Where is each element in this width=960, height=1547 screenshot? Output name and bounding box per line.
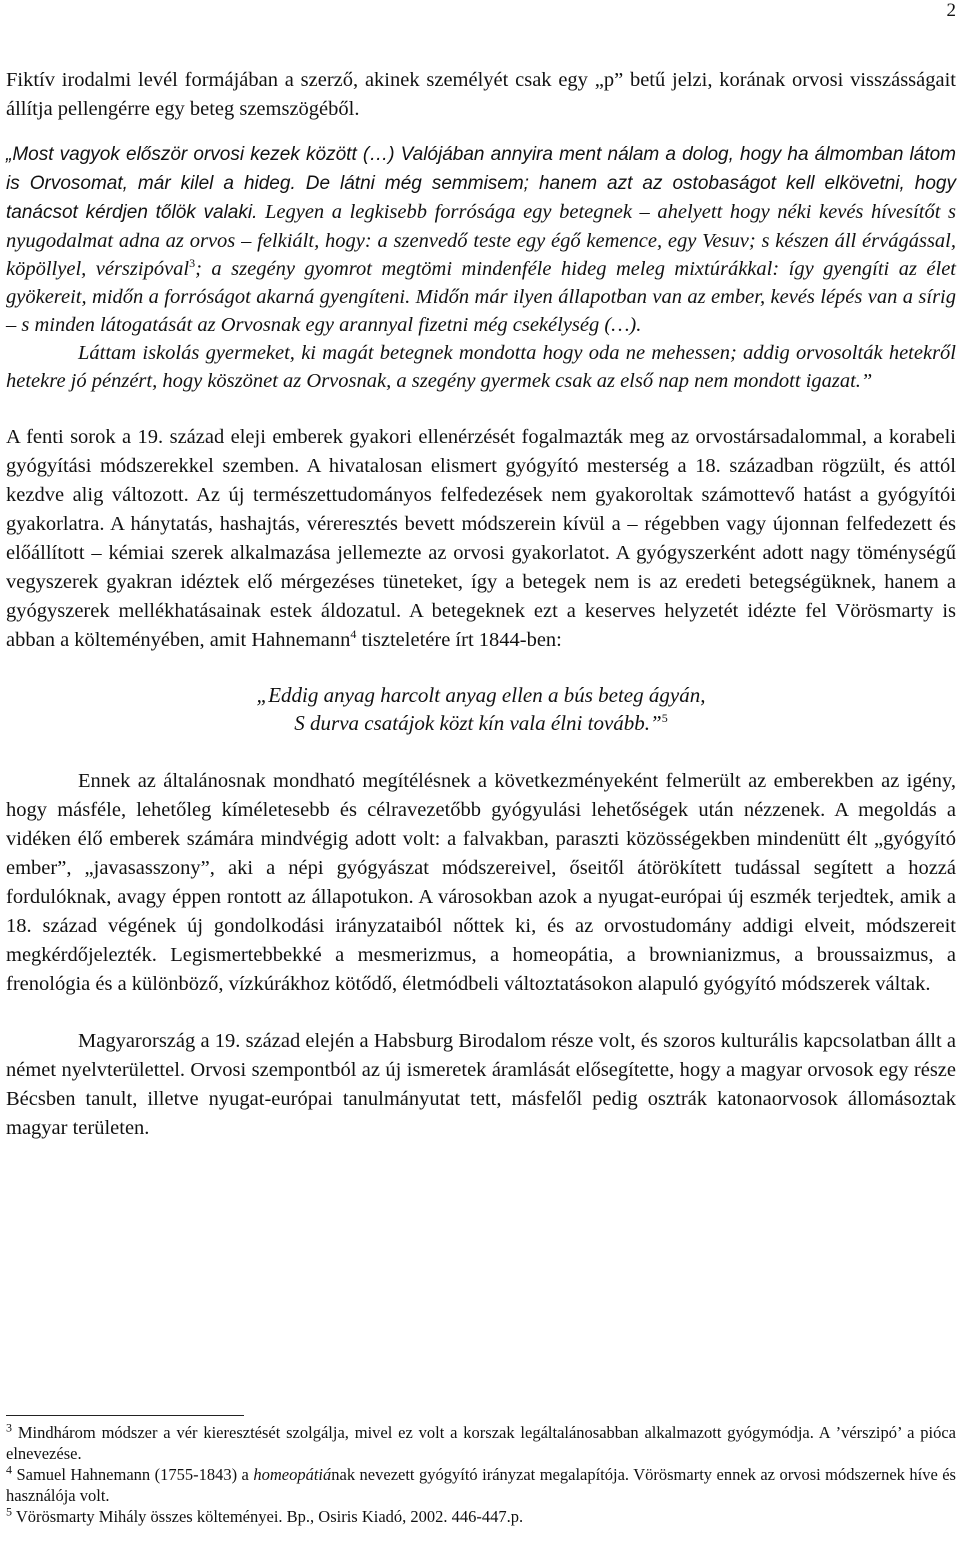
footnote-4: [6, 1464, 956, 1506]
footnote-5-number: 5: [6, 1504, 12, 1519]
footnote-3-text: Mindhárom módszer a vér kieresztését szolgálja, mivel ez volt a korszak legáltalánosabban alkalmazott gyógymódja. A ’vérszipó’ a pióca elnevezése.: [6, 1423, 956, 1463]
footnote-ref-5[interactable]: 5: [661, 711, 668, 725]
paragraph-1: [6, 423, 956, 655]
quote-part-1: „Most vagyok először orvosi kezek között (…) Valójában annyira ment nálam a dolog, hogy ha álmomban látom is Orvosomat, már kilel a hideg. De látni még semmisem; hanem azt az ostobaságot kell elkövetni, hogy tanácsot kérdjen tőlök valaki.: [6, 144, 956, 223]
page-number: 2: [946, 0, 956, 21]
footnote-3: [6, 1422, 956, 1464]
footnote-3-number: 3: [6, 1420, 12, 1435]
footnote-ref-4[interactable]: 4: [350, 627, 357, 642]
footnote-4-italic: homeopátiá: [253, 1465, 332, 1484]
footnote-4-number: 4: [6, 1462, 12, 1477]
footnote-4-pre: Samuel Hahnemann (1755-1843) a: [12, 1465, 254, 1484]
main-text: [6, 66, 956, 1143]
quote-part-2: Legyen a legkisebb forrósága egy betegnek – ahelyett hogy néki kevés hívesítőt s nyugodalmat adna az orvos – felkiált, hogy: a szenvedő teste egy égő kemence, egy Vesuv; s készen áll érvágással, köpöllyel, vérszipóval: [6, 201, 957, 280]
poem-line-1: „Eddig anyag harcolt anyag ellen a bús beteg ágyán,: [256, 683, 706, 707]
footnote-4-post: nak nevezett gyógyító irányzat megalapítója. Vörösmarty ennek az orvosi módszernek híve és használója volt.: [6, 1465, 956, 1505]
poem-line-2: S durva csatájok közt kín vala élni tovább.”: [294, 711, 662, 735]
intro-paragraph: Fiktív irodalmi levél formájában a szerző, akinek személyét csak egy „p” betű jelzi, korának orvosi visszásságait állítja pellengérre egy beteg szemszögéből.: [6, 69, 956, 120]
footnote-5: [6, 1506, 956, 1527]
footnotes: [6, 1422, 956, 1527]
poem-line-2-wrap: [6, 709, 956, 737]
quoted-letter: [6, 140, 956, 395]
paragraph-1-text: A fenti sorok a 19. század eleji emberek gyakori ellenérzését fogalmazták meg az orvostársadalommal, a korabeli gyógyítási módszerekkel szemben. A hivatalosan elismert gyógyító mesterség a 18. században rögzült, és attól kezdve alig változott. Az új természettudományos felfedezések nem gyakoroltak számottevő hatást a gyógyítói gyakorlatra. A hánytatás, hashajtás, véreresztés bevett módszerein kívül a – régebben vagy újonnan felfedezett és előállított – kémiai szerek alkalmazása jellemezte az orvosi gyakorlatot. A gyógyszerként adott nagy töménységű vegyszerek gyakran idéztek elő mérgezéses tüneteket, így a betegek nem is az eredeti betegségüknek, hanem a gyógyszerek mellékhatásainak estek áldozatul. A betegeknek ezt a keserves helyzetét idézte fel Vörösmarty is abban a költeményében, amit Hahnemann: [6, 426, 956, 651]
spacer: [6, 999, 956, 1027]
quote-part-3: ; a szegény gyomrot megtömi mindenféle hideg meleg mixtúrákkal: így gyengíti az élet gyökereit, midőn a forróságot akarná gyengíteni. Midőn már ilyen állapotban van az ember, kevés lépés van a sírig – s minden látogatását az Orvosnak egy arannyal fizetni még csekélység (…).: [6, 258, 956, 336]
spacer: [6, 395, 956, 423]
paragraph-1-end: tiszteletére írt 1844-ben:: [356, 629, 562, 651]
quote-paragraph: [6, 140, 956, 339]
footnote-separator: [6, 1415, 244, 1416]
paragraph-2: Ennek az általánosnak mondható megítélésnek a következményeként felmerült az emberekben az igény, hogy másféle, lehetőleg kíméletesebb és célravezetőbb gyógyulási lehetőségek után nézzenek. A megoldás a vidéken élő emberek számára mindvégig adott volt: a falvakban, paraszti közösségekben mindenütt élt „gyógyító ember”, „javasasszony”, aki a népi gyógyászat módszereivel, őseitől átörökített tudással segített a hozzá fordulóknak, avagy éppen rontott az állapotukon. A városokban azok a nyugat-európai új eszmék terjedtek, amik a 18. század végének új gondolkodási irányzataiból nőttek ki, és az orvostudomány addigi elveit, módszereit megkérdőjelezték. Legismertebbekké a mesmerizmus, a homeopátia, a brownianizmus, a broussaizmus, a frenológia és a különböző, vízkúrákhoz kötődő, életmódbeli változtatásokon alapuló gyógyító módszerek váltak.: [6, 770, 956, 995]
paragraph-3: Magyarország a 19. század elején a Habsburg Birodalom része volt, és szoros kulturális kapcsolatban állt a német nyelvterülettel. Orvosi szempontból az új ismeretek áramlását elősegítette, hogy a magyar orvosok egy része Bécsben tanult, illetve nyugat-európai tanulmányutat tett, másfelől pedig osztrák katonaorvosok állomásoztak magyar területen.: [6, 1030, 956, 1139]
quote-part-4: Láttam iskolás gyermeket, ki magát betegnek mondotta hogy oda ne mehessen; addig orvosolták hetekről hetekre jó pénzért, hogy köszönet az Orvosnak, a szegény gyermek csak az első nap nem mondott igazat.”: [6, 342, 956, 392]
footnote-ref-3[interactable]: 3: [189, 256, 196, 271]
footnote-5-text: Vörösmarty Mihály összes költeményei. Bp., Osiris Kiadó, 2002. 446-447.p.: [12, 1507, 524, 1526]
poem-quote: [6, 681, 956, 737]
